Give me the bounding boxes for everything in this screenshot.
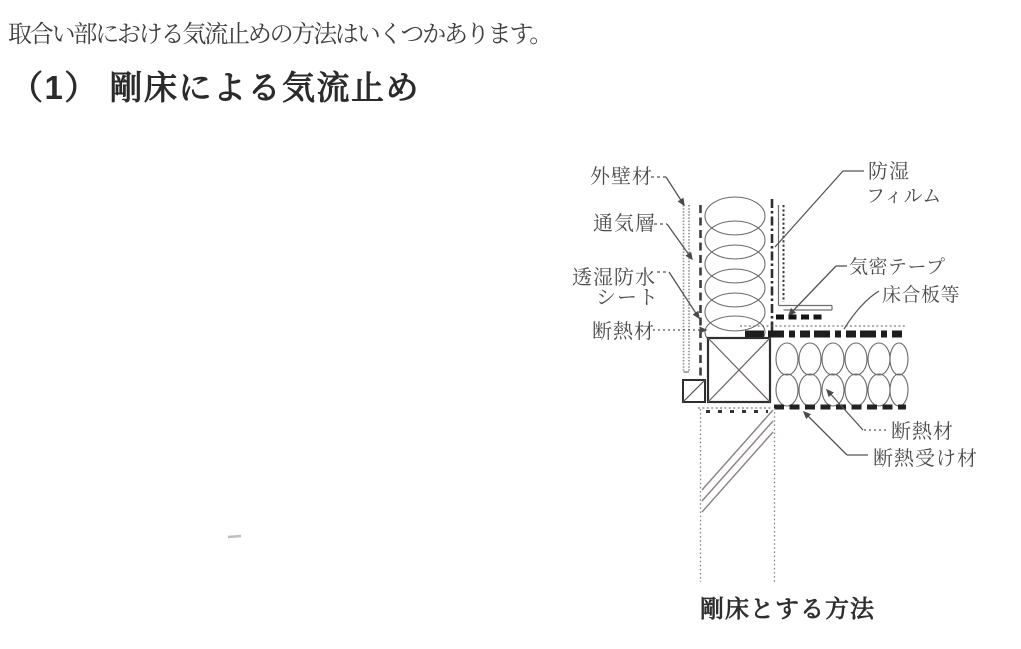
label-floor-insulation: 断熱材 <box>891 421 954 443</box>
section-heading: （1） 剛床による気流止め <box>10 69 421 106</box>
wall-insulation-hatch <box>705 197 765 348</box>
floor-insulation-hatch <box>776 343 908 406</box>
label-wall-insulation: 断熱材 <box>592 321 655 343</box>
diagram-caption: 剛床とする方法 <box>700 596 875 623</box>
label-waterproof-sheet-2: シート <box>596 287 659 309</box>
label-airtight-tape: 気密テープ <box>849 257 946 278</box>
label-floor-plywood: 床合板等 <box>882 285 961 306</box>
break-lines <box>702 410 773 512</box>
leader-lines <box>651 171 886 455</box>
ledger-block <box>683 380 705 402</box>
intro-text: 取合い部における気流止めの方法はいくつかあります。 <box>8 21 552 48</box>
label-vapor-film-1: 防湿 <box>868 161 910 183</box>
floor-beam <box>708 338 770 402</box>
label-ventilation-layer: 通気層 <box>593 213 656 235</box>
label-exterior-wall: 外壁材 <box>590 166 653 188</box>
interior-film-lines <box>779 205 833 310</box>
label-vapor-film-2: フィルム <box>866 186 942 207</box>
label-waterproof-sheet-1: 透湿防水 <box>572 267 656 289</box>
label-insulation-support: 断熱受け材 <box>873 448 978 470</box>
lower-wall-section <box>698 408 775 582</box>
exterior-cladding-lines <box>684 205 690 372</box>
scan-artifact <box>228 536 241 537</box>
